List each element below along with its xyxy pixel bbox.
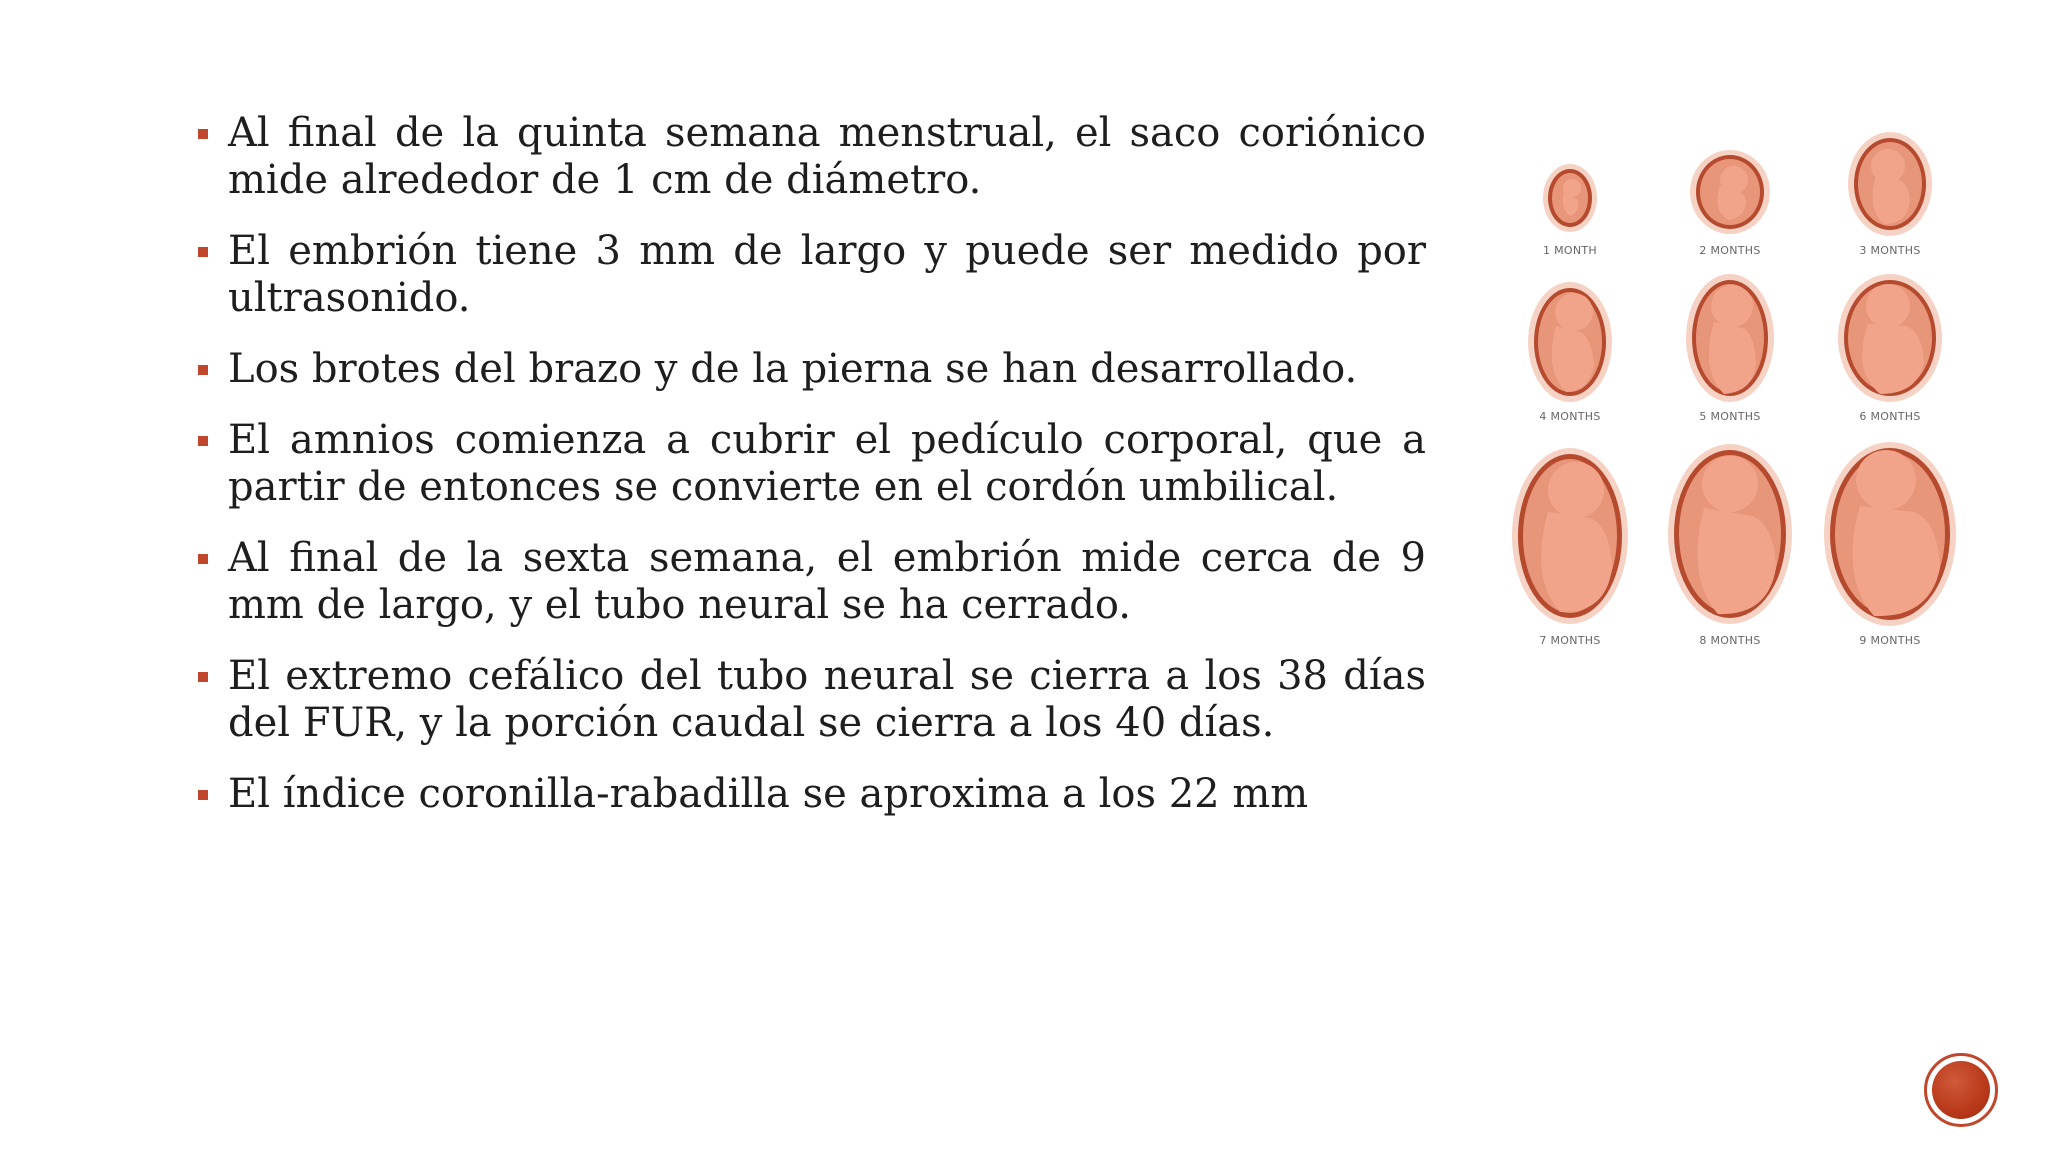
month-label: 2 MONTHS [1699, 244, 1761, 257]
bullet-text: El embrión tiene 3 mm de largo y puede ser medido por ultrasonido. [228, 228, 1426, 321]
bullet-item [196, 228, 1426, 322]
month-label: 5 MONTHS [1699, 410, 1761, 423]
bullet-item [196, 535, 1426, 629]
fetus-month-2 [1650, 120, 1810, 257]
bullet-item [196, 110, 1426, 204]
bullet-text: Al final de la sexta semana, el embrión mide cerca de 9 mm de largo, y el tubo neural se ha cerrado. [228, 535, 1426, 628]
content-text-area [196, 110, 1426, 842]
fetus-month-7-icon [1490, 438, 1650, 628]
month-label: 1 MONTH [1543, 244, 1597, 257]
bullet-item [196, 771, 1426, 818]
fetus-month-2-icon [1650, 120, 1810, 240]
circle-icon [1932, 1061, 1990, 1119]
square-bullet-icon [198, 790, 208, 800]
month-label: 7 MONTHS [1539, 634, 1601, 647]
fetus-month-7 [1490, 438, 1650, 647]
bullet-item [196, 417, 1426, 511]
square-bullet-icon [198, 554, 208, 564]
fetus-month-4-icon [1490, 270, 1650, 405]
fetus-month-4 [1490, 270, 1650, 423]
square-bullet-icon [198, 247, 208, 257]
bullet-text: El amnios comienza a cubrir el pedículo corporal, que a partir de entonces se convierte en el cordón umbilical. [228, 417, 1426, 510]
square-bullet-icon [198, 672, 208, 682]
bullet-text: El extremo cefálico del tubo neural se cierra a los 38 días del FUR, y la porción caudal se cierra a los 40 días. [228, 653, 1426, 746]
slide-corner-badge [1924, 1053, 1998, 1127]
bullet-item [196, 346, 1426, 393]
square-bullet-icon [198, 365, 208, 375]
bullet-item [196, 653, 1426, 747]
month-label: 4 MONTHS [1539, 410, 1601, 423]
month-label: 6 MONTHS [1859, 410, 1921, 423]
bullet-list [196, 110, 1426, 818]
square-bullet-icon [198, 436, 208, 446]
bullet-text: Los brotes del brazo y de la pierna se han desarrollado. [228, 346, 1358, 392]
fetus-month-5 [1650, 270, 1810, 423]
month-label: 8 MONTHS [1699, 634, 1761, 647]
fetus-month-1-icon [1490, 120, 1650, 240]
fetus-month-8-icon [1650, 438, 1810, 628]
bullet-text: El índice coronilla-rabadilla se aproxima a los 22 mm [228, 771, 1309, 817]
fetus-month-9 [1810, 438, 1970, 647]
bullet-text: Al final de la quinta semana menstrual, el saco coriónico mide alrededor de 1 cm de diámetro. [228, 110, 1426, 203]
fetus-month-9-icon [1810, 438, 1970, 628]
fetus-month-3 [1810, 120, 1970, 257]
square-bullet-icon [198, 129, 208, 139]
fetus-month-6-icon [1810, 270, 1970, 405]
fetus-month-6 [1810, 270, 1970, 423]
fetus-month-8 [1650, 438, 1810, 647]
fetal-development-figure [1490, 120, 1970, 665]
fetus-month-1 [1490, 120, 1650, 257]
fetus-month-3-icon [1810, 120, 1970, 240]
month-label: 3 MONTHS [1859, 244, 1921, 257]
fetus-month-5-icon [1650, 270, 1810, 405]
month-label: 9 MONTHS [1859, 634, 1921, 647]
